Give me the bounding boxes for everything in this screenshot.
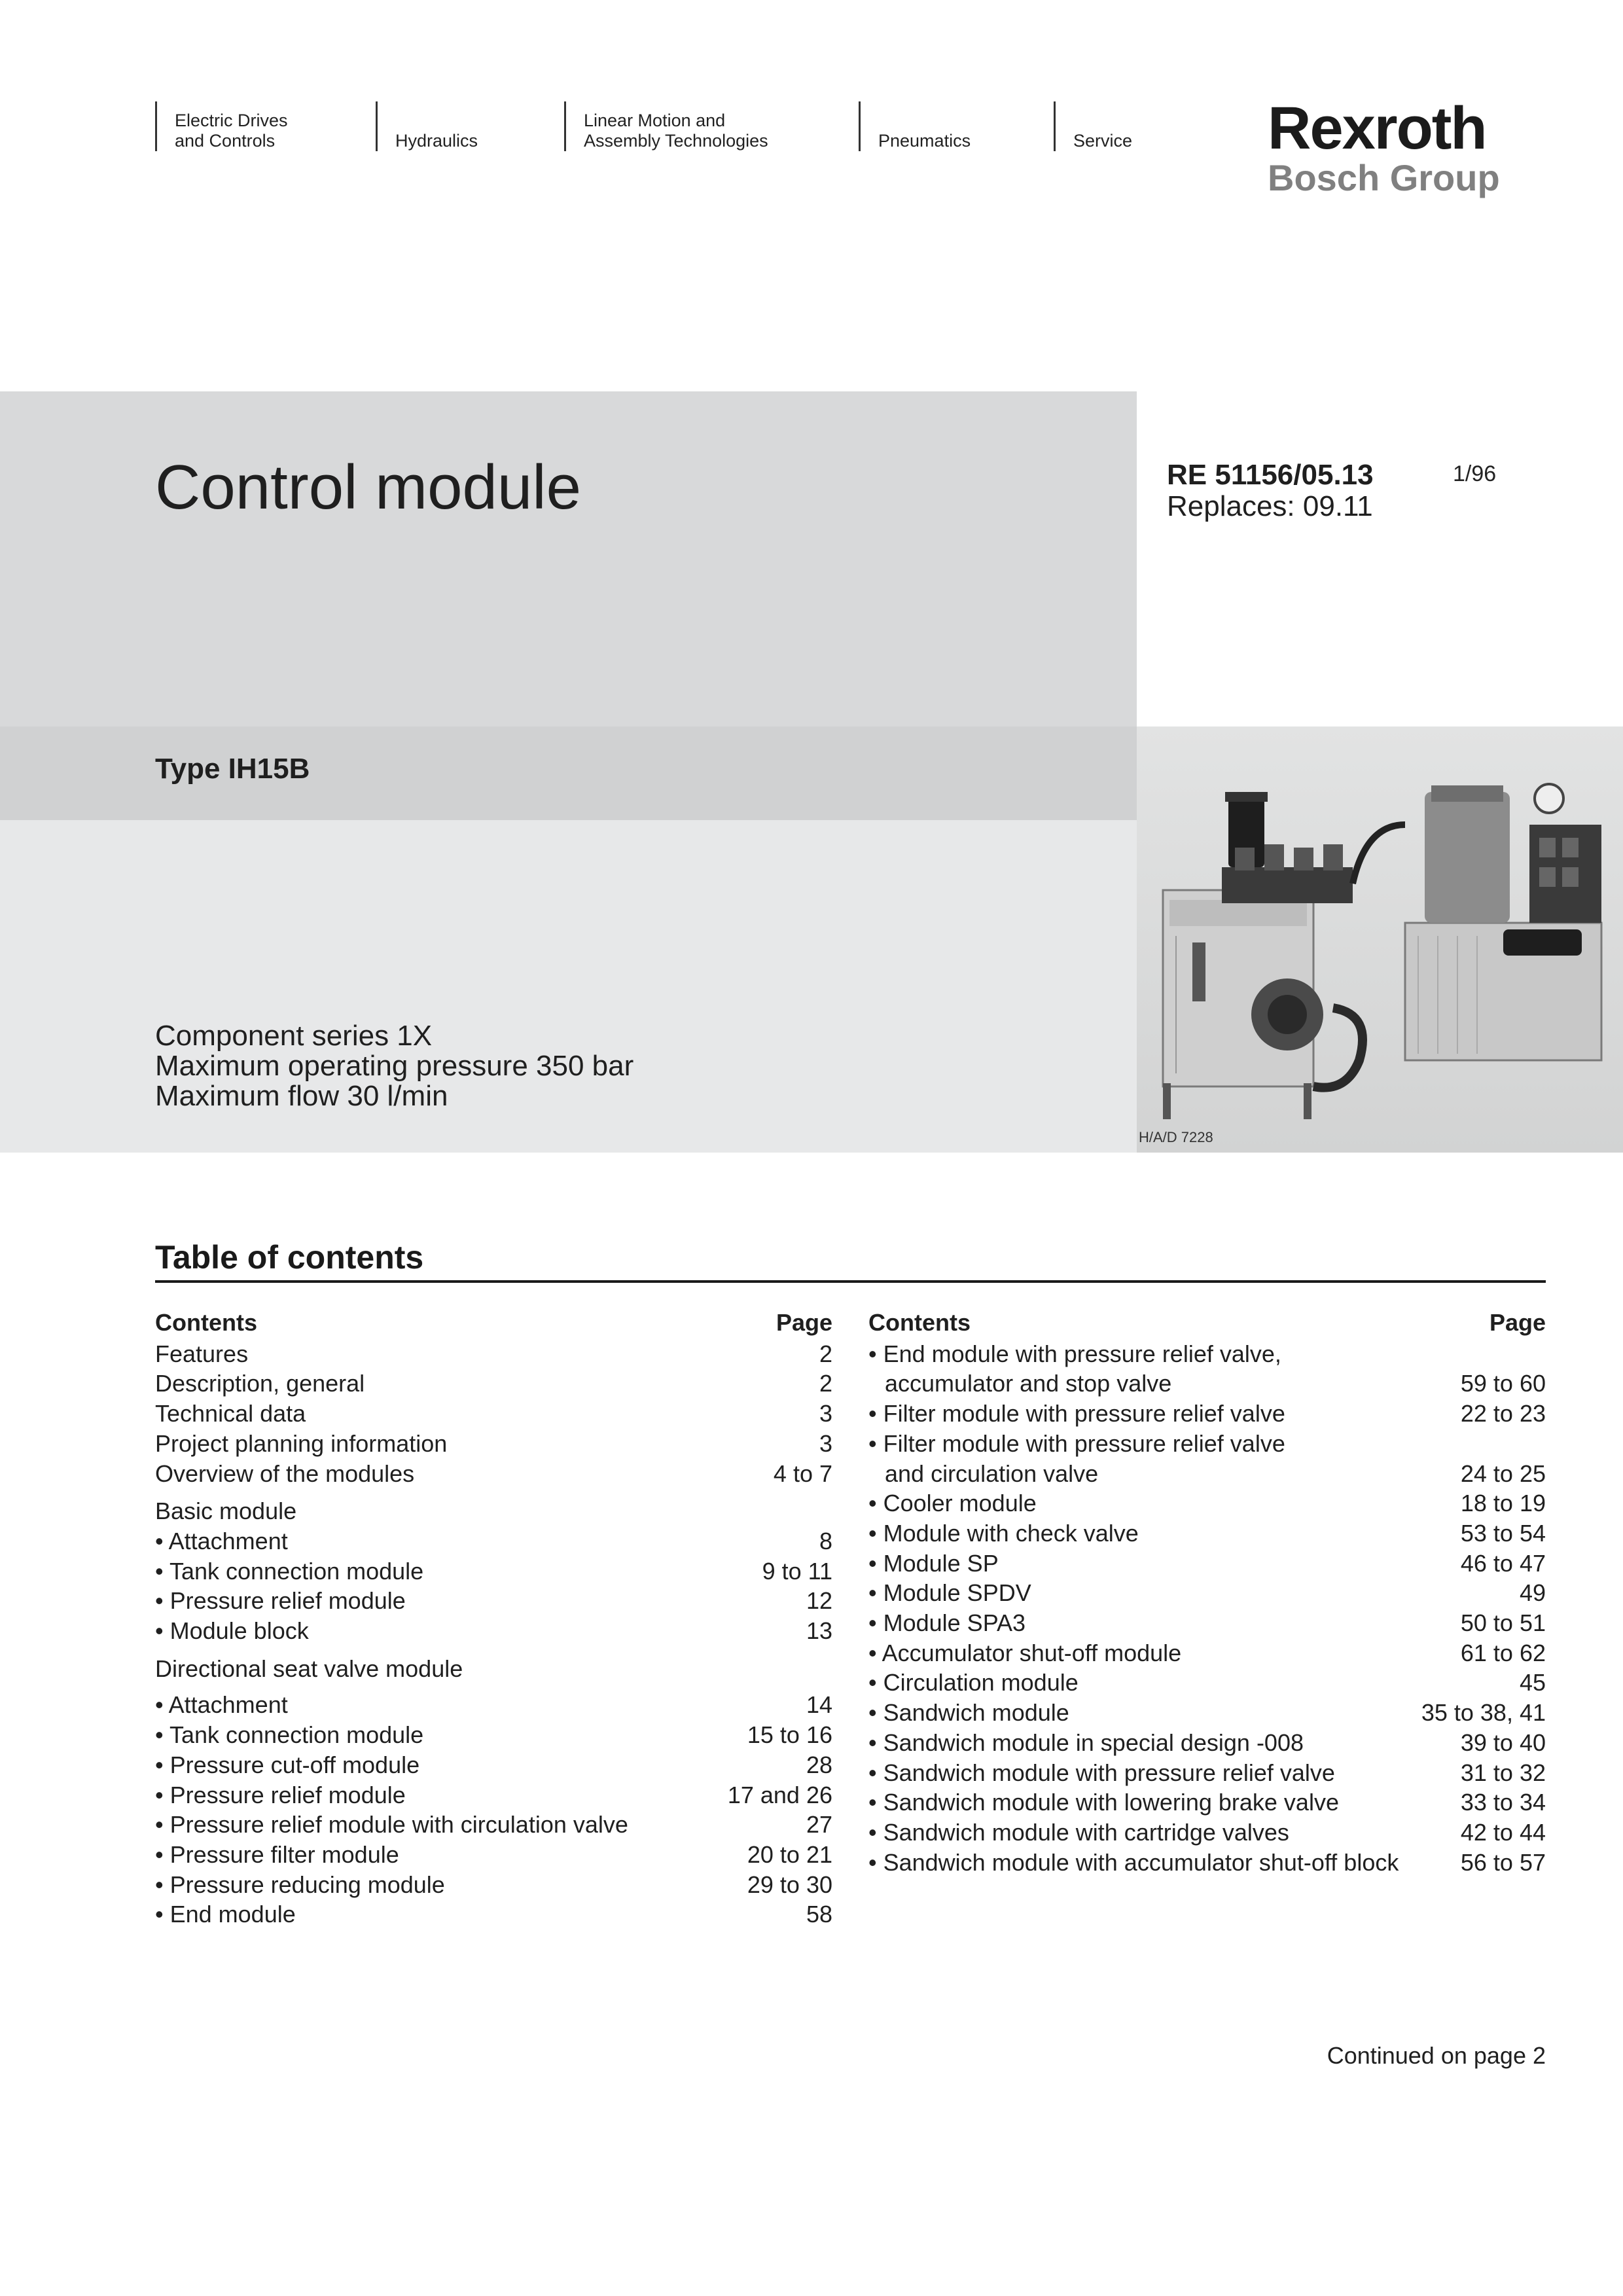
toc-entry-page: 61 to 62 (1460, 1639, 1546, 1666)
toc-entry[interactable] (155, 1690, 832, 1720)
page-label: Page (1489, 1309, 1546, 1336)
logo-group: Bosch Group (1268, 157, 1500, 198)
toc-entry-page: 17 and 26 (727, 1781, 832, 1808)
continued-note: Continued on page 2 (1327, 2042, 1546, 2069)
rexroth-logo (1268, 95, 1503, 198)
toc-entry[interactable] (868, 1698, 1546, 1728)
toc-entry[interactable] (868, 1608, 1546, 1638)
toc-entry[interactable] (868, 1518, 1546, 1549)
document-reference (1167, 459, 1374, 522)
toc-entry-label: • Module block (155, 1617, 309, 1645)
toc-entry-label: • Sandwich module with accumulator shut-off block (868, 1848, 1399, 1876)
toc-entry[interactable] (155, 1780, 832, 1810)
toc-entry[interactable] (868, 1339, 1546, 1369)
toc-left-header (155, 1308, 832, 1338)
toc-entry[interactable] (868, 1399, 1546, 1429)
toc-entry-label: • Filter module with pressure relief valve (868, 1429, 1285, 1457)
toc-group-seat-valve (155, 1654, 832, 1684)
toc-entry-label: • Module SPDV (868, 1579, 1031, 1607)
toc-group-basic-module (155, 1496, 832, 1526)
toc-entry[interactable] (155, 1899, 832, 1929)
contents-label: Contents (155, 1309, 257, 1336)
nav-linear-motion-line1: Linear Motion and (584, 111, 726, 130)
toc-entry[interactable] (868, 1578, 1546, 1608)
toc-entry-label: • Pressure relief module (155, 1587, 406, 1615)
toc-entry[interactable] (868, 1758, 1546, 1788)
toc-entry[interactable] (155, 1339, 832, 1369)
toc-entry[interactable] (155, 1810, 832, 1840)
doc-number: RE 51156/05.13 (1167, 459, 1374, 491)
toc-right-column (868, 1308, 1546, 1877)
toc-entry-page: 56 to 57 (1460, 1848, 1546, 1876)
toc-entry-page: 28 (806, 1751, 832, 1778)
toc-entry-page: 49 (1519, 1579, 1546, 1607)
toc-group-label: Basic module (155, 1498, 297, 1525)
toc-entry-label: Description, general (155, 1370, 365, 1397)
toc-entry-page: 13 (806, 1617, 832, 1645)
toc-entry-page: 18 to 19 (1460, 1490, 1546, 1517)
toc-entry-page: 20 to 21 (747, 1840, 832, 1868)
nav-electric-drives (155, 101, 288, 151)
toc-entry-page: 22 to 23 (1460, 1400, 1546, 1427)
spec-max-flow: Maximum flow 30 l/min (155, 1080, 448, 1112)
toc-entry-label: • Sandwich module (868, 1699, 1069, 1727)
toc-entry-page: 33 to 34 (1460, 1789, 1546, 1816)
toc-entry-page: 3 (819, 1429, 832, 1457)
toc-entry-label: • Tank connection module (155, 1557, 424, 1585)
toc-entry[interactable] (155, 1586, 832, 1616)
toc-entry-label: and circulation valve (885, 1460, 1099, 1487)
toc-entry-page: 50 to 51 (1460, 1609, 1546, 1637)
toc-entry-page: 3 (819, 1400, 832, 1427)
toc-entry-label: • Pressure reducing module (155, 1871, 445, 1898)
toc-entry-label: • Cooler module (868, 1490, 1037, 1517)
toc-entry-page: 24 to 25 (1460, 1460, 1546, 1487)
photo-caption: H/A/D 7228 (1139, 1129, 1213, 1145)
hydraulic-unit-illustration (1137, 726, 1623, 1153)
toc-heading: Table of contents (155, 1239, 424, 1276)
toc-entry-page: 35 to 38, 41 (1421, 1699, 1546, 1727)
page-title: Control module (155, 452, 581, 522)
toc-entry-page: 15 to 16 (747, 1721, 832, 1749)
toc-entry-label: Features (155, 1340, 249, 1367)
nav-service-label: Service (1073, 131, 1133, 151)
toc-entry-label: • Pressure relief module with circulation valve (155, 1811, 628, 1839)
toc-group-label: Directional seat valve module (155, 1655, 463, 1682)
toc-entry-label: • Module SPA3 (868, 1609, 1026, 1637)
toc-entry-page: 58 (806, 1901, 832, 1928)
toc-entry-label: • Tank connection module (155, 1721, 424, 1749)
spacer (155, 1683, 832, 1690)
toc-entry-page: 2 (819, 1370, 832, 1397)
toc-entry-label: • Sandwich module with cartridge valves (868, 1818, 1289, 1846)
toc-entry-page: 12 (806, 1587, 832, 1615)
toc-entry-label: • Attachment (155, 1691, 288, 1719)
hero-title-panel (0, 391, 1137, 726)
nav-hydraulics (376, 101, 478, 151)
toc-entry-page: 8 (819, 1527, 832, 1554)
toc-entry-label: • Pressure relief module (155, 1781, 406, 1808)
toc-entry-page: 59 to 60 (1460, 1370, 1546, 1397)
toc-entry[interactable] (868, 1848, 1546, 1878)
toc-entry-page: 29 to 30 (747, 1871, 832, 1898)
toc-entry[interactable] (155, 1556, 832, 1587)
toc-entry-page: 46 to 47 (1460, 1549, 1546, 1577)
spec-max-pressure: Maximum operating pressure 350 bar (155, 1050, 634, 1082)
toc-entry-label: • Sandwich module with lowering brake valve (868, 1789, 1339, 1816)
toc-entry-label: • Sandwich module in special design -008 (868, 1729, 1304, 1756)
toc-entry-label: • Filter module with pressure relief valve (868, 1400, 1285, 1427)
toc-entry[interactable] (155, 1720, 832, 1750)
toc-entry[interactable] (868, 1668, 1546, 1698)
toc-left-column (155, 1308, 832, 1929)
toc-entry-page: 4 to 7 (773, 1460, 832, 1487)
toc-entry-label: Technical data (155, 1400, 306, 1427)
toc-entry-label: • End module (155, 1901, 296, 1928)
toc-entry-label: Project planning information (155, 1429, 448, 1457)
toc-entry-page: 53 to 54 (1460, 1519, 1546, 1547)
toc-divider (155, 1280, 1546, 1283)
toc-entry[interactable] (868, 1488, 1546, 1518)
toc-entry-page: 39 to 40 (1460, 1729, 1546, 1756)
toc-entry-label: • End module with pressure relief valve, (868, 1340, 1281, 1367)
toc-entry-page: 2 (819, 1340, 832, 1367)
toc-entry-label: • Sandwich module with pressure relief valve (868, 1759, 1335, 1786)
logo-brand: Rexroth (1268, 95, 1486, 162)
type-label: Type IH15B (155, 753, 310, 785)
toc-entry[interactable] (155, 1870, 832, 1900)
toc-entry[interactable] (155, 1399, 832, 1429)
spec-list (155, 1021, 633, 1111)
nav-electric-drives-line2: and Controls (175, 131, 276, 151)
nav-linear-motion-line2: Assembly Technologies (584, 131, 768, 151)
toc-entry-page: 27 (806, 1811, 832, 1839)
product-photo (1137, 726, 1623, 1153)
toc-entry[interactable] (155, 1616, 832, 1646)
division-nav (155, 101, 1176, 154)
toc-entry-continuation[interactable] (868, 1369, 1546, 1399)
toc-entry[interactable] (155, 1840, 832, 1870)
toc-entry-label: • Circulation module (868, 1669, 1079, 1696)
contents-label: Contents (868, 1309, 971, 1336)
toc-entry-label: • Module with check valve (868, 1519, 1139, 1547)
toc-entry[interactable] (868, 1787, 1546, 1818)
toc-entry-page: 14 (806, 1691, 832, 1719)
toc-right-header (868, 1308, 1546, 1338)
toc-entry-page: 31 to 32 (1460, 1759, 1546, 1786)
spec-component-series: Component series 1X (155, 1020, 433, 1052)
toc-entry[interactable] (155, 1750, 832, 1780)
toc-entry[interactable] (868, 1728, 1546, 1758)
toc-entry[interactable] (155, 1369, 832, 1399)
toc-entry[interactable] (868, 1549, 1546, 1579)
toc-entry-page: 45 (1519, 1669, 1546, 1696)
nav-service (1054, 101, 1132, 151)
nav-linear-motion (564, 101, 768, 151)
toc-entry-label: • Pressure cut-off module (155, 1751, 420, 1778)
nav-electric-drives-line1: Electric Drives (175, 111, 288, 130)
toc-entry-label: Overview of the modules (155, 1460, 415, 1487)
page-number: 1/96 (1453, 461, 1497, 486)
toc-entry[interactable] (155, 1429, 832, 1459)
toc-entry[interactable] (868, 1818, 1546, 1848)
toc-entry[interactable] (155, 1526, 832, 1556)
toc-entry-page: 42 to 44 (1460, 1818, 1546, 1846)
toc-entry-continuation[interactable] (868, 1459, 1546, 1489)
nav-pneumatics-label: Pneumatics (878, 131, 971, 151)
spacer (155, 1488, 832, 1496)
toc-entry-label: • Module SP (868, 1549, 999, 1577)
toc-entry-label: • Pressure filter module (155, 1840, 399, 1868)
toc-entry[interactable] (868, 1638, 1546, 1668)
nav-hydraulics-label: Hydraulics (395, 131, 478, 151)
doc-replaces: Replaces: 09.11 (1167, 490, 1373, 522)
toc-entry[interactable] (155, 1459, 832, 1489)
toc-entry-label: accumulator and stop valve (885, 1370, 1172, 1397)
toc-entry-label: • Attachment (155, 1527, 288, 1554)
page-label: Page (776, 1309, 832, 1336)
nav-pneumatics (859, 101, 971, 151)
toc-entry-page: 9 to 11 (762, 1557, 832, 1585)
toc-entry[interactable] (868, 1429, 1546, 1459)
toc-entry-label: • Accumulator shut-off module (868, 1639, 1182, 1666)
spacer (155, 1646, 832, 1654)
